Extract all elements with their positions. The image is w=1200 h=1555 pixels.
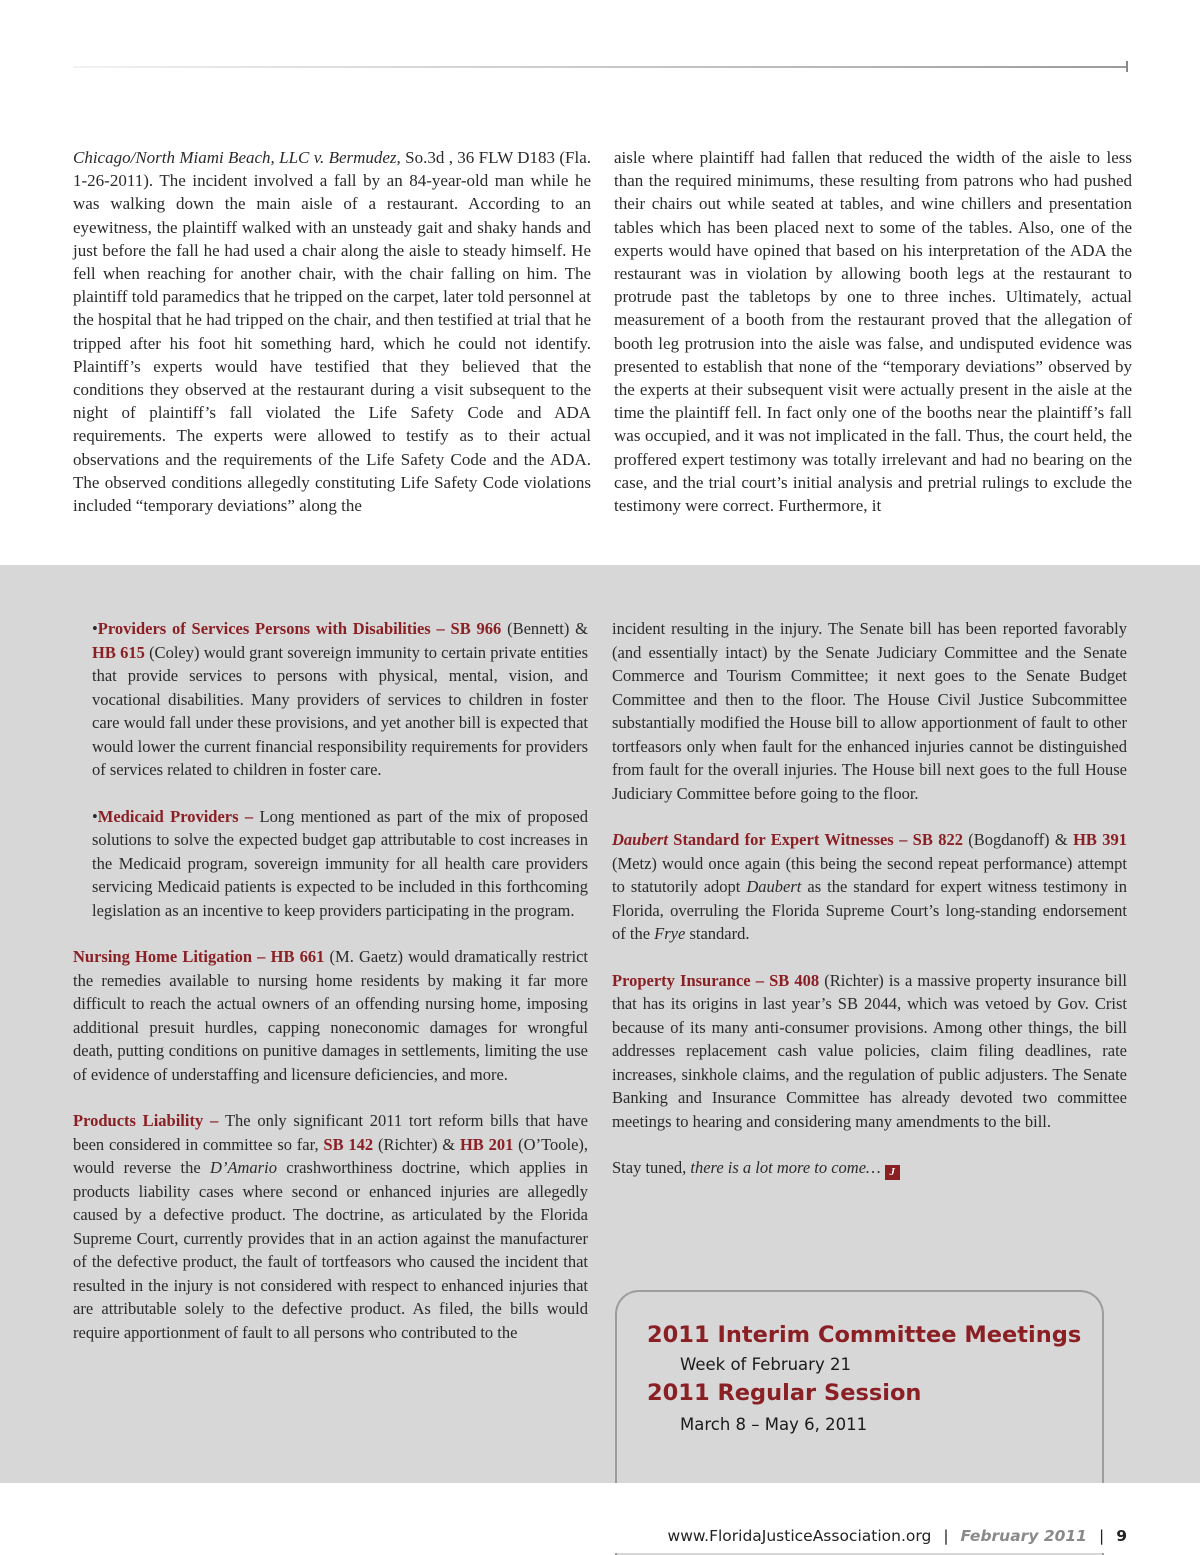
bill-hb661: HB 661 [270, 947, 325, 966]
regular-session-heading: 2011 Regular Session [647, 1380, 922, 1406]
stay-tuned-line [612, 1156, 1127, 1180]
case-paragraph [73, 146, 591, 517]
bill-sb142: SB 142 [323, 1134, 374, 1154]
products-text-1: The only significant 2011 tort reform bills that have been considered in committee so far, [73, 1111, 588, 1154]
products-liability-heading: Products Liability [73, 1111, 204, 1130]
footer-separator-1: | [943, 1527, 949, 1545]
disabilities-text-2: (Coley) would grant sovereign immunity to certain private entities that provide services to persons with physical, mental, vision, and vocational disabilities. Many providers of services to children in foster care would fall under these provisions, and yet another bill is expected that would lower the current financial responsibility requirements for providers of services related to children in foster care. [92, 642, 588, 779]
products-liability-paragraph [73, 1109, 588, 1344]
disabilities-heading: Providers of Services Persons with Disabilities [97, 619, 431, 638]
bullet-medicaid: •Medicaid Providers – Long mentioned as part of the mix of proposed solutions to solve the expected budget gap attributable to cost increases in the Medicaid program, sovereign immunity for all health care providers servicing Medicaid patients is expected to be included in this forthcoming legislation as an incentive to keep providers participating in the program. [92, 806, 588, 920]
top-right-column [614, 146, 1132, 517]
bill-hb201: HB 201 [459, 1134, 514, 1154]
daubert-paragraph [612, 828, 1127, 946]
disabilities-text-1: (Bennett) & [501, 619, 589, 638]
daubert-text-1: (Bogdanoff) & [962, 830, 1074, 849]
medicaid-heading: Medicaid Providers [97, 806, 239, 826]
nursing-home-heading: Nursing Home Litigation [73, 947, 253, 966]
property-insurance-text: (Richter) is a massive property insurance bill that has its origins in last year’s SB 2044, which was vetoed by Gov. Crist because of its many anti-consumer provisions. Among other things, the bill addresses replacement cash value policies, claim filing deadlines, rate increases, sinkhole claims, and the regulation of public adjusters. The Senate Banking and Insurance Committee has already devoted two committee meetings to hearing and considering many amendments to the bill. [612, 970, 1128, 1131]
medicaid-text: Long mentioned as part of the mix of proposed solutions to solve the expected budget gap attributable to cost increases in the Medicaid program, sovereign immunity for all health care providers servicing Medicaid patients is expected to be included in this forthcoming legislation as an incentive to keep providers participating in the program. [92, 806, 588, 920]
medicaid-dash: – [238, 806, 260, 826]
bill-sb408: SB 408 [769, 970, 820, 990]
page-footer [668, 1527, 1127, 1545]
lower-right-column [612, 617, 1127, 1180]
footer-issue: February 2011 [960, 1527, 1087, 1545]
case-name: Chicago/North Miami Beach, LLC v. Bermudez, [73, 148, 401, 167]
end-mark-icon: J [885, 1165, 900, 1180]
products-liability-dash: – [203, 1111, 225, 1130]
products-text-3: (O’Toole), would reverse the [73, 1134, 589, 1177]
interim-meetings-date: Week of February 21 [680, 1355, 851, 1374]
property-insurance-paragraph [612, 969, 1127, 1134]
products-text-4: crashworthiness doctrine, which applies in products liability cases where second or enhanced injuries are allegedly caused by a defective product. The doctrine, as articulated by the Florida Supreme Court, currently provides that in an action against the manufacturer of the defective product, the fault of tortfeasors who caused the incident that resulted in the injury is not considered with respect to enhanced injuries that are attributable solely to the defective product. As filed, the bills would require apportionment of fault to all persons who contributed to the [73, 1158, 588, 1342]
lower-left-column [73, 617, 588, 1344]
footer-url[interactable]: www.FloridaJusticeAssociation.org [667, 1527, 932, 1545]
bill-hb391: HB 391 [1073, 830, 1128, 849]
daubert-italic-2: Daubert [746, 877, 802, 896]
daubert-heading-italic: Daubert [612, 830, 668, 849]
case-body: The incident involved a fall by an 84-year-old man while he was walking down the main aisle of a restaurant. According to an eyewitness, the plaintiff walked with an unsteady gait and shaky hands and just before the fall he had used a chair along the aisle to steady himself. He fell when reaching for another chair, with the chair falling on him. The plaintiff told paramedics that he tripped on the carpet, later told personnel at the hospital that he had tripped on the chair, and then testified at trial that he tripped after his foot hit something hard, which he could not identify. Plaintiff’s experts would have testified that they believed that the conditions they observed at the restaurant during a visit subsequent to the night of plaintiff’s fall violated the Life Safety Code and ADA requirements. The experts were allowed to testify as to their actual observations and the requirements of the Life Safety Code and the ADA. The observed conditions allegedly constituting Life Safety Code violations included “temporary deviations” along the [73, 171, 591, 516]
daubert-heading: Standard for Expert Witnesses [667, 830, 894, 849]
frye-italic: Frye [654, 924, 686, 943]
daubert-text-4: standard. [685, 924, 750, 943]
damario-case: D’Amario [210, 1158, 277, 1177]
bill-sb822: SB 822 [912, 830, 963, 849]
interim-meetings-heading: 2011 Interim Committee Meetings [647, 1322, 1082, 1348]
case-continuation: aisle where plaintiff had fallen that reduced the width of the aisle to less than the required minimums, these resulting from patrons who had pushed their chairs out while seated at tables, and wine chillers and presentation tables which has been placed next to some of the tables. Also, one of the experts would have opined that based on his interpretation of the ADA the restaurant was in violation by allowing booth legs at the restaurant to protrude past the tabletops by one to three inches. Ultimately, actual measurement of a booth from the restaurant proved that the allegation of booth leg protrusion into the aisle was false, and undisputed evidence was presented to establish that none of the “temporary deviations” observed by the experts at their subsequent visit were actually present in the aisle at the time the plaintiff fell. In fact only one of the booths near the plaintiff’s fall was occupied, and it was not implicated in the fall. Thus, the court held, the proffered expert testimony was totally irrelevant and had no bearing on the case, and the trial court’s initial analysis and pretrial rulings to exclude the testimony were correct. Furthermore, it [614, 148, 1132, 516]
footer-separator-2: | [1098, 1527, 1105, 1545]
page-number: 9 [1116, 1527, 1127, 1545]
top-left-column [73, 146, 591, 517]
case-citation: So.3d , 36 FLW D183 (Fla. 1-26-2011). [73, 148, 592, 191]
disabilities-dash: – [430, 619, 451, 638]
header-rule-cap [1126, 61, 1128, 72]
property-insurance-dash: – [750, 970, 770, 990]
regular-session-dates: March 8 – May 6, 2011 [680, 1415, 868, 1434]
bill-sb966: SB 966 [450, 619, 502, 638]
nursing-home-dash: – [252, 947, 271, 966]
bullet-disabilities: •Providers of Services Persons with Disabilities – SB 966 (Bennett) & HB 615 (Coley) would grant sovereign immunity to certain private entities that provide services to persons with physical, mental, vision, and vocational disabilities. Many providers of services to children in foster care would fall under these provisions, and yet another bill is expected that would lower the current financial responsibility requirements for providers of services related to children in foster care. [92, 619, 589, 779]
products-text-2: (Richter) & [373, 1134, 460, 1154]
products-continuation: incident resulting in the injury. The Senate bill has been reported favorably (and essentially intact) by the Senate Judiciary Committee and the Senate Commerce and Tourism Committee; it next goes to the Senate Budget Committee and then to the floor. The House Civil Justice Subcommittee substantially modified the House bill to allow apportionment of fault to other tortfeasors only when fault for the enhanced injuries cannot be distinguished from fault for the overall injuries. The House bill next goes to the full House Judiciary Committee before going to the floor. [612, 619, 1127, 803]
daubert-text-3: as the standard for expert witness testimony in Florida, overruling the Florida Supreme Court’s long-standing endorsement of the [612, 877, 1128, 943]
bill-hb615: HB 615 [92, 642, 145, 662]
nursing-home-paragraph [73, 945, 588, 1086]
daubert-text-2: (Metz) would once again (this being the second repeat performance) attempt to statutorily adopt [612, 853, 1127, 896]
nursing-home-text: (M. Gaetz) would dramatically restrict the remedies available to nursing home residents by making it far more difficult to reach the actual owners of an offending nursing home, imposing additional presuit hurdles, capping noneconomic damages for wrongful death, putting conditions on punitive damages in settlements, limiting the use of evidence of understaffing and licensure deficiencies, and more. [73, 947, 588, 1084]
stay-tuned-italic: there is a lot more to come… [690, 1158, 881, 1177]
property-insurance-heading: Property Insurance [612, 970, 751, 990]
daubert-dash: – [893, 830, 913, 849]
stay-tuned-text: Stay tuned, [612, 1158, 691, 1177]
header-rule [73, 66, 1127, 68]
